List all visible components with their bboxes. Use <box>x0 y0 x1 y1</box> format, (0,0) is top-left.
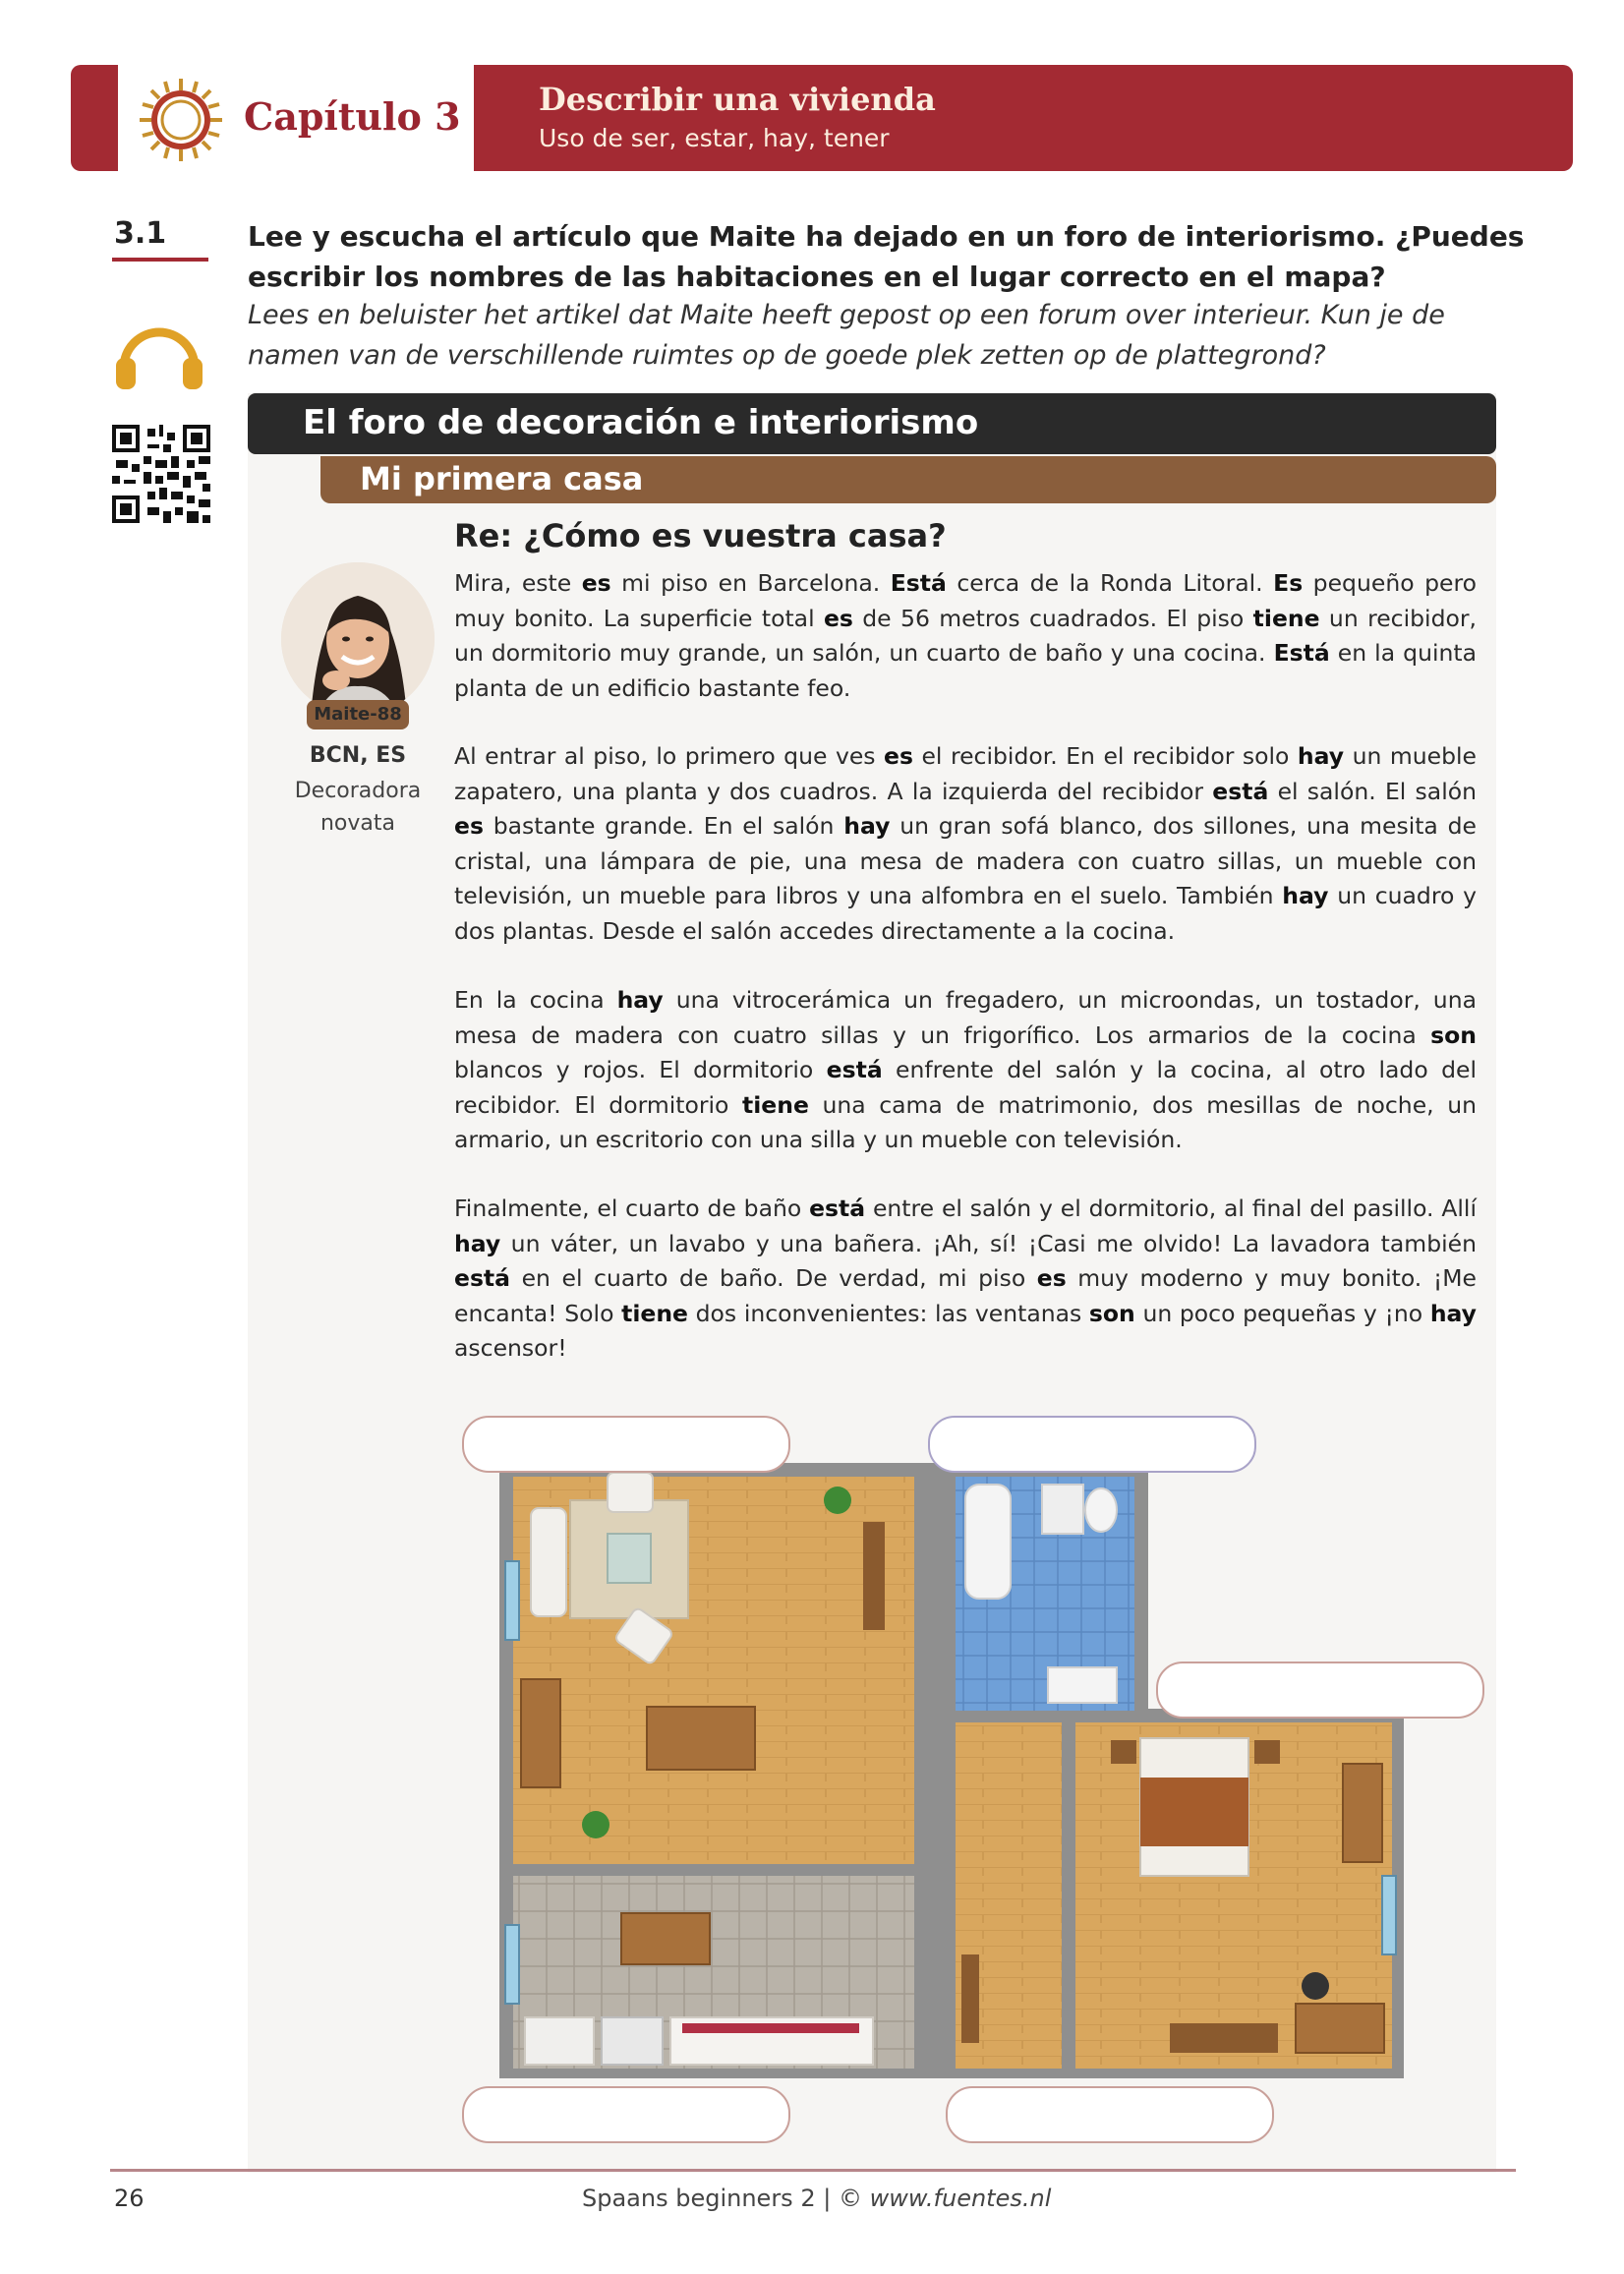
footer-credit <box>582 2185 1051 2212</box>
plan-label-hallway[interactable] <box>946 2086 1274 2143</box>
plan-label-kitchen[interactable] <box>462 2086 790 2143</box>
forum-title: El foro de decoración e interiorismo <box>303 403 979 442</box>
plan-label-bedroom[interactable] <box>1156 1662 1484 1719</box>
headphones-icon[interactable] <box>114 313 204 391</box>
footer-book: Spaans beginners 2 | <box>582 2185 839 2212</box>
page-title: Describir una vivienda <box>539 81 936 118</box>
floor-plan <box>492 1443 1406 2082</box>
sun-icon <box>138 77 224 163</box>
footer-copyright: © www.fuentes.nl <box>838 2185 1052 2212</box>
exercise-number: 3.1 <box>114 216 167 251</box>
post-paragraph-1: Mira, este es mi piso en Barcelona. Está cerca de la Ronda Litoral. Es pequeño pero muy bonito. La superficie total es de 56 metros cuadrados. El piso tiene un recibidor, un dormitorio muy grande, un salón, un cuarto de baño y una cocina. Está en la quinta planta de un edificio bastante feo. <box>454 569 1478 702</box>
username-badge[interactable]: Maite-88 <box>307 700 409 729</box>
plan-label-bathroom[interactable] <box>928 1416 1256 1473</box>
user-role-line1: Decoradora <box>294 779 422 803</box>
chapter-label: Capítulo 3 <box>244 94 461 139</box>
post-title: Re: ¿Cómo es vuestra casa? <box>454 517 947 554</box>
qr-code-icon[interactable] <box>112 425 210 523</box>
post-paragraph-3: En la cocina hay una vitrocerámica un fregadero, un microondas, un tostador, una mesa de madera con cuatro sillas y un frigorífico. Los armarios de la cocina son blancos y rojos. El dormitorio está enfrente del salón y la cocina, al otro lado del recibidor. El dormitorio tiene una cama de matrimonio, dos mesillas de noche, un armario, un escritorio con una silla y un mueble con televisión. <box>454 986 1477 1153</box>
footer-divider <box>110 2169 1516 2172</box>
exercise-question: Lee y escucha el artículo que Maite ha dejado en un foro de interiorismo. ¿Puedes escribir los nombres de las habitaciones en el lugar correcto en el mapa? <box>248 220 1525 293</box>
post-paragraph-4: Finalmente, el cuarto de baño está entre el salón y el dormitorio, al final del pasillo. Allí hay un váter, un lavabo y una bañera. ¡Ah, sí! ¡Casi me olvido! La lavadora también está en el cuarto de baño. De verdad, mi piso es muy moderno y muy bonito. ¡Me encanta! Solo tiene dos inconvenientes: las ventanas son un poco pequeñas y ¡no hay ascensor! <box>454 1195 1477 1362</box>
exercise-underline <box>112 258 208 262</box>
forum-subtitle: Mi primera casa <box>360 460 644 497</box>
user-role <box>281 775 435 840</box>
page-subtitle: Uso de ser, estar, hay, tener <box>539 124 890 152</box>
page-number: 26 <box>114 2185 145 2212</box>
user-location: BCN, ES <box>309 743 407 768</box>
plan-label-living-room[interactable] <box>462 1416 790 1473</box>
exercise-translation: Lees en beluister het artikel dat Maite heeft gepost op een forum over interieur. Kun je de namen van de verschillende ruimtes op de goede plek zetten op de plattegrond? <box>248 300 1445 371</box>
avatar <box>281 562 435 716</box>
user-role-line2: novata <box>319 811 395 836</box>
post-paragraph-2: Al entrar al piso, lo primero que ves es el recibidor. En el recibidor solo hay un mueble zapatero, una planta y dos cuadros. A la izquierda del recibidor está el salón. El salón es bastante grande. En el salón hay un gran sofá blanco, dos sillones, una mesita de cristal, una lámpara de pie, una mesa de madera con cuatro sillas, un mueble con televisión, un mueble para libros y una alfombra en el suelo. También hay un cuadro y dos plantas. Desde el salón accedes directamente a la cocina. <box>454 742 1478 945</box>
